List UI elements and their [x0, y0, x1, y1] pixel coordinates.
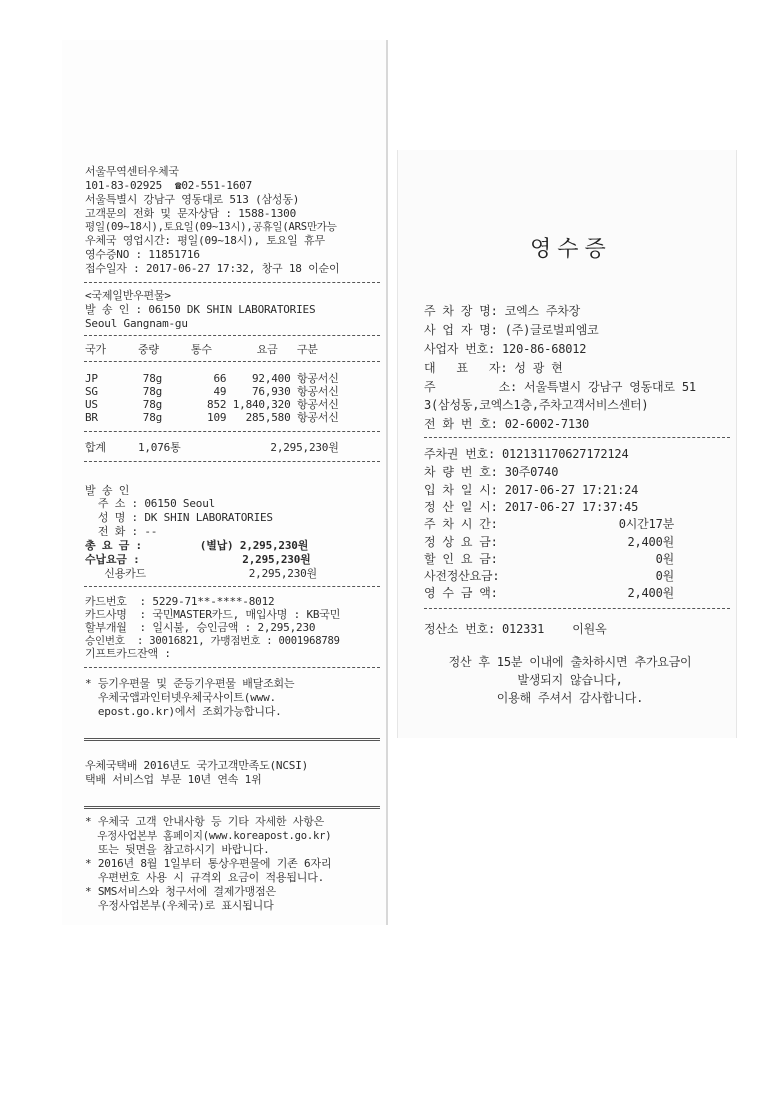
- parking-lot-name: 주 차 장 명: 코엑스 주차장: [424, 304, 581, 318]
- gift-card-balance: 기프트카드잔액 :: [85, 647, 171, 660]
- divider: [424, 437, 730, 438]
- office-biz-line: 101-83-02925 ☎02-551-1607: [85, 179, 252, 192]
- office-name: 서울무역센터우체국: [85, 165, 179, 178]
- received-fee: 수납요금 : 2,295,230원: [85, 553, 311, 566]
- discount-label: 할 인 요 금:: [424, 552, 498, 566]
- entry-time: 입 차 일 시: 2017-06-27 17:21:24: [424, 483, 639, 497]
- phone-number: 전 화 번 호: 02-6002-7130: [424, 417, 589, 431]
- footer-line-2: 발생되지 않습니다,: [517, 673, 623, 687]
- ncsi-line-2: 택배 서비스업 부문 10년 연속 1위: [85, 773, 262, 786]
- settle-time: 정 산 일 시: 2017-06-27 17:37:45: [424, 500, 639, 514]
- divider: [84, 282, 380, 283]
- duration-label: 주 차 시 간:: [424, 517, 498, 531]
- mail-type: <국제일반우편물>: [85, 289, 171, 302]
- notice-sms: 우정사업본부(우체국)로 표시됩니다: [85, 899, 274, 912]
- notice-tracking: 우체국앱과인터넷우체국사이트(www.: [85, 691, 276, 704]
- notice-info: 또는 뒷면을 참고하시기 바랍니다.: [85, 843, 270, 856]
- notice-postcode: * 2016년 8월 1일부터 통상우편물에 기존 6자리: [85, 857, 332, 870]
- notice-tracking: epost.go.kr)에서 조회가능합니다.: [85, 705, 282, 718]
- divider: [84, 431, 380, 432]
- table-row: SG 78g 49 76,930 항공서신: [85, 385, 339, 398]
- operator-name: 사 업 자 명: (주)글로벌피엠코: [424, 323, 599, 337]
- prepaid-label: 사전정산요금:: [424, 569, 500, 583]
- sender-address: 주 소 : 06150 Seoul: [85, 497, 216, 510]
- receipt-amount-label: 영 수 금 액:: [424, 586, 498, 600]
- divider: [84, 806, 380, 809]
- divider: [84, 361, 380, 362]
- divider: [84, 335, 380, 336]
- notice-sms: * SMS서비스와 청구서에 결제가맹점은: [85, 885, 276, 898]
- divider: [84, 586, 380, 587]
- receipt-number: 영수증NO : 11851716: [85, 248, 200, 261]
- footer-line-3: 이용해 주셔서 감사합니다.: [496, 691, 644, 705]
- car-number: 차 량 번 호: 30주0740: [424, 465, 559, 479]
- business-number: 사업자 번호: 120-86-68012: [424, 342, 587, 356]
- receipt-amount-value: 2,400원: [627, 586, 674, 600]
- sender-line: 발 송 인 : 06150 DK SHIN LABORATORIES: [85, 303, 316, 316]
- normal-fee-label: 정 상 요 금:: [424, 535, 498, 549]
- card-company: 카드사명 : 국민MASTER카드, 매입사명 : KB국민: [85, 608, 341, 621]
- installment: 할부개월 : 일시불, 승인금액 : 2,295,230: [85, 621, 316, 634]
- approval-number: 승인번호 : 30016821, 가맹점번호 : 0001968789: [85, 635, 340, 647]
- total-fee: 총 요 금 : (별납) 2,295,230원: [85, 539, 309, 552]
- table-row: US 78g 852 1,840,320 항공서신: [85, 398, 339, 411]
- sender-city: Seoul Gangnam-gu: [85, 317, 188, 330]
- notice-postcode: 우편번호 사용 시 규격외 요금이 적용됩니다.: [85, 871, 325, 884]
- sender-title: 발 송 인: [85, 484, 130, 497]
- notice-info: 우정사업본부 홈페이지(www.koreapost.go.kr): [85, 830, 332, 842]
- table-row: JP 78g 66 92,400 항공서신: [85, 372, 339, 385]
- duration-value: 0시간17분: [618, 517, 674, 531]
- receipt-title: 영수증: [530, 237, 612, 262]
- notice-tracking: * 등기우편물 및 준등기우편물 배달조회는: [85, 677, 295, 690]
- received-date: 접수일자 : 2017-06-27 17:32, 창구 18 이순이: [85, 262, 340, 275]
- call-center: 고객문의 전화 및 문자상담 : 1588-1300: [85, 207, 297, 220]
- footer-line-1: 정산 후 15분 이내에 출차하시면 추가요금이: [448, 655, 692, 669]
- hours-line-1: 평일(09~18시),토요일(09~13시),공휴일(ARS만가능: [85, 221, 337, 233]
- card-number: 카드번호 : 5229-71**-****-8012: [85, 595, 275, 608]
- divider: [84, 461, 380, 462]
- office-address: 서울특별시 강남구 영동대로 513 (삼성동): [85, 193, 300, 206]
- address-line-1: 주 소: 서울특별시 강남구 영동대로 51: [424, 380, 696, 394]
- divider: [424, 608, 730, 609]
- sender-tel: 전 화 : --: [85, 525, 158, 538]
- table-row: BR 78g 109 285,580 항공서신: [85, 411, 339, 424]
- divider: [84, 667, 380, 668]
- credit-card-amount: 신용카드 2,295,230원: [85, 567, 317, 580]
- table-header: 국가 중량 통수 요금 구분: [85, 343, 318, 356]
- ticket-number: 주차권 번호: 012131170627172124: [424, 447, 629, 461]
- station-number: 정산소 번호: 012331 이원옥: [424, 622, 607, 636]
- address-line-2: 3(삼성동,코엑스1층,주차고객서비스센터): [424, 398, 649, 412]
- ncsi-line-1: 우체국택배 2016년도 국가고객만족도(NCSI): [85, 759, 309, 772]
- prepaid-value: 0원: [655, 569, 674, 583]
- notice-info: * 우체국 고객 안내사항 등 기타 자세한 사항은: [85, 815, 325, 828]
- total-line: 합계 1,076통 2,295,230원: [85, 441, 339, 454]
- ceo-name: 대 표 자: 성 광 현: [424, 361, 563, 375]
- sender-name: 성 명 : DK SHIN LABORATORIES: [85, 511, 273, 524]
- hours-line-2: 우체국 영업시간: 평일(09~18시), 토요일 휴무: [85, 234, 325, 247]
- normal-fee-value: 2,400원: [627, 535, 674, 549]
- divider: [84, 738, 380, 741]
- discount-value: 0원: [655, 552, 674, 566]
